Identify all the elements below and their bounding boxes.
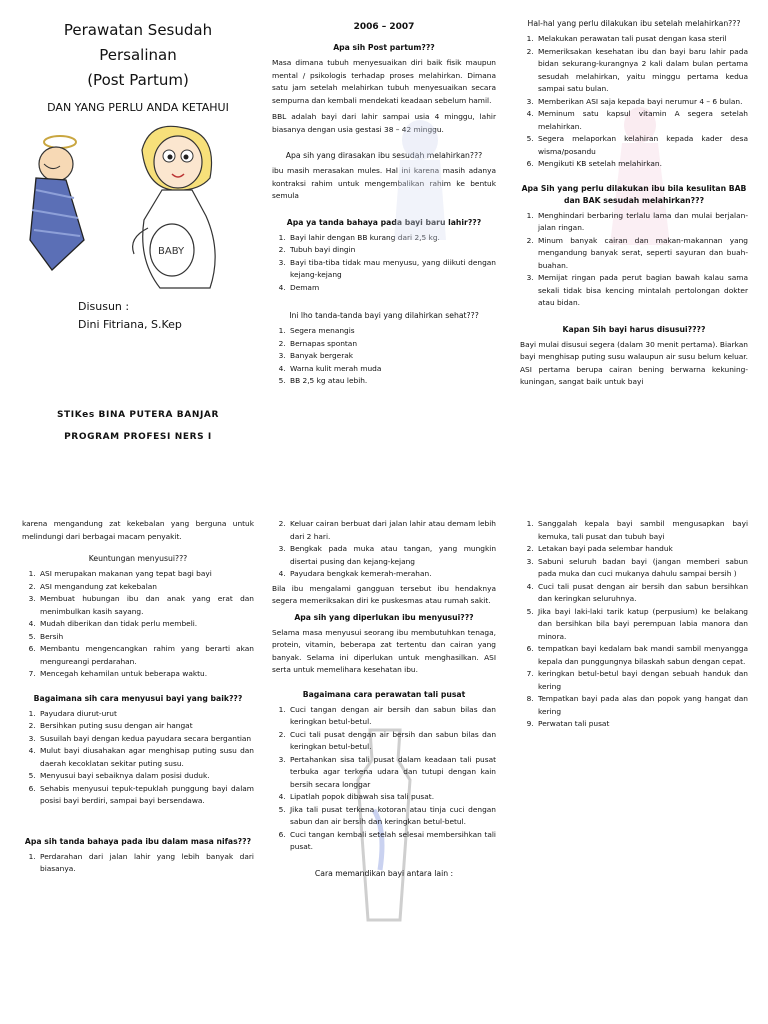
list-item: 1. Bayi lahir dengan BB kurang dari 2,5 kg. xyxy=(288,232,496,245)
heading-hal-perlu-dilakukan: Hal-hal yang perlu dilakukan ibu setelah melahirkan??? xyxy=(527,19,741,28)
list-item: 2. Tubuh bayi dingin xyxy=(288,244,496,257)
heading-keuntungan-menyusui: Keuntungan menyusui??? xyxy=(88,554,188,563)
list-item: 4. Mudah diberikan dan tidak perlu membeli. xyxy=(38,618,254,631)
list-item: 6. Mengikuti KB setelah melahirkan. xyxy=(536,158,748,171)
list-tanda-bahaya-ibu xyxy=(22,851,254,876)
paragraph-definisi: Masa dimana tubuh menyesuaikan diri baik fisik maupun mental / psikologis terhadap proses melahirkan. Dimana satu jam setelah melahirkan tubuh menyesuaikan secara sempurna dan kembali mendekati keadaan sebelum hamil. xyxy=(272,58,496,105)
list-item: 5. Segera melaporkan kelahiran kepada kader desa wisma/posandu xyxy=(536,133,748,158)
heading-tanda-bahaya-ibu: Apa sih tanda bahaya pada ibu dalam masa nifas??? xyxy=(24,836,252,846)
paragraph-gangguan: Bila ibu mengalami gangguan tersebut ibu hendaknya segera memeriksakan diri ke puskesmas atau rumah sakit. xyxy=(272,583,496,605)
list-item: 3. Bayi tiba-tiba tidak mau menyusu, yang diikuti dengan kejang-kejang xyxy=(288,257,496,282)
list-item: 1. Melakukan perawatan tali pusat dengan kasa steril xyxy=(536,33,748,46)
list-item: 5. BB 2,5 kg atau lebih. xyxy=(288,375,496,388)
list-item: 2. ASI mengandung zat kekebalan xyxy=(38,581,254,594)
panel-keuntungan-menyusui xyxy=(22,518,254,988)
list-perawatan-tali-pusat xyxy=(272,704,496,854)
paragraph-zat-kekebalan: karena mengandung zat kekebalan yang berguna untuk melindungi dari berbagai macam penyakit. xyxy=(22,519,254,541)
list-item: 6. Membantu mengencangkan rahim yang berarti akan mengureangi perdarahan. xyxy=(38,643,254,668)
list-item: 4. Meminum satu kapsul vitamin A segera setelah melahirkan. xyxy=(536,108,748,133)
list-item: 5. Menyusui bayi sebaiknya dalam posisi duduk. xyxy=(38,770,254,783)
list-item: 5. Jika tali pusat terkena kotoran atau tinja cuci dengan sabun dan air bersih dan keringkan betul-betul. xyxy=(288,804,496,829)
paragraph-kebutuhan-ibu: Selama masa menyusui seorang ibu membutuhkan tenaga, protein, vitamin, beberapa zat tertentu dan cairan yang banyak. Selama ini diperlukan untuk menghasilkan. ASI serta untuk memelihara kesehatan ibu. xyxy=(272,627,496,674)
author-block xyxy=(78,298,254,334)
list-item: 4. Warna kulit merah muda xyxy=(288,363,496,376)
program-name: PROGRAM PROFESI NERS I xyxy=(64,432,212,442)
panel-perawatan-tali-pusat xyxy=(272,518,496,978)
list-item: 3. Sabuni seluruh badan bayi (jangan memberi sabun pada muka dan cuci mukanya dahulu sampai bersih ) xyxy=(536,556,748,581)
heading-bayi-sehat: Ini lho tanda-tanda bayi yang dilahirkan sehat??? xyxy=(289,311,479,320)
panel-postpartum xyxy=(272,22,496,492)
list-item: 6. Sehabis menyusui tepuk-tepuklah punggung bayi dalam posisi bayi berdiri, sampai bayi bersendawa. xyxy=(38,783,254,808)
list-item: 3. Susuilah bayi dengan kedua payudara secara bergantian xyxy=(38,733,254,746)
list-item: 3. Membuat hubungan ibu dan anak yang erat dan menimbulkan kasih sayang. xyxy=(38,593,254,618)
list-cara-menyusui xyxy=(22,708,254,808)
heading-cara-memandikan-bayi: Cara memandikan bayi antara lain : xyxy=(314,868,454,878)
list-item: 2. Letakan bayi pada selembar handuk xyxy=(536,543,748,556)
list-item: 4. Mulut bayi diusahakan agar menghisap puting susu dan daerah kecoklatan sekitar puting susu. xyxy=(38,745,254,770)
list-item: 2. Cuci tali pusat dengan air bersih dan sabun bilas dan keringkan betul-betul. xyxy=(288,729,496,754)
mother-illustration xyxy=(133,126,216,288)
list-item: 2. Minum banyak cairan dan makan-makannan yang mengandung banyak serat, seperti sayuran dan buah-buahan. xyxy=(536,235,748,273)
list-item: 6. tempatkan bayi kedalam bak mandi sambil menyangga kepala dan punggungnya bilaskah sabun dengan cepat. xyxy=(536,643,748,668)
list-item: 5. Jika bayi laki-laki tarik katup (perpusium) ke belakang dan bersihkan bila bayi perempuan labia manora dan minora. xyxy=(536,606,748,644)
list-item: 8. Tempatkan bayi pada alas dan popok yang hangat dan kering xyxy=(536,693,748,718)
list-item: 2. Bersihkan puting susu dengan air hangat xyxy=(38,720,254,733)
mother-baby-illustration xyxy=(22,120,242,290)
list-item: 1. Cuci tangan dengan air bersih dan sabun bilas dan keringkan betul-betul. xyxy=(288,704,496,729)
heading-tanda-bahaya-bayi: Apa ya tanda bahaya pada bayi baru lahir??? xyxy=(286,217,482,227)
list-item: 2. Bernapas spontan xyxy=(288,338,496,351)
list-item: 3. Memberikan ASI saja kepada bayi nerumur 4 – 6 bulan. xyxy=(536,96,748,109)
list-keuntungan-menyusui xyxy=(22,568,254,681)
list-item: 3. Bengkak pada muka atau tangan, yang mungkin disertai pusing dan kejang-kejang xyxy=(288,543,496,568)
list-item: 5. Bersih xyxy=(38,631,254,644)
list-tanda-bahaya-ibu-lanjutan xyxy=(272,518,496,581)
list-item: 4. Demam xyxy=(288,282,496,295)
list-kesulitan-bab-bak xyxy=(520,210,748,310)
heading-diperlukan-ibu-menyusui: Apa sih yang diperlukan ibu menyusui??? xyxy=(294,612,474,622)
baby-illustration xyxy=(30,136,84,270)
list-item: 1. Payudara diurut-urut xyxy=(38,708,254,721)
subtitle: DAN YANG PERLU ANDA KETAHUI xyxy=(47,101,229,114)
list-item: 7. keringkan betul-betul bayi dengan sebuah handuk dan kering xyxy=(536,668,748,693)
list-item: 4. Cuci tali pusat dengan air bersih dan sabun bersihkan dan keringkan seluruhnya. xyxy=(536,581,748,606)
watermark-figure-top xyxy=(380,110,460,250)
list-tanda-bayi-sehat xyxy=(272,325,496,388)
heading-kesulitan-bab-bak: Apa Sih yang perlu dilakukan ibu bila kesulitan BAB dan BAK sesudah melahirkan??? xyxy=(521,183,747,205)
heading-cara-menyusui: Bagaimana sih cara menyusui bayi yang baik??? xyxy=(33,693,243,703)
list-item: 2. Keluar cairan berbuat dari jalan lahir atau demam lebih dari 2 hari. xyxy=(288,518,496,543)
list-item: 1. Sanggalah kepala bayi sambil mengusapkan bayi kemuka, tali pusat dan tubuh bayi xyxy=(536,518,748,543)
list-item: 1. Segera menangis xyxy=(288,325,496,338)
title-line-3: (Post Partum) xyxy=(87,71,189,89)
list-item: 3. Banyak bergerak xyxy=(288,350,496,363)
heading-dirasakan-ibu: Apa sih yang dirasakan ibu sesudah melahirkan??? xyxy=(285,151,483,160)
year-range: 2006 – 2007 xyxy=(353,22,415,32)
paragraph-bbl: BBL adalah bayi dari lahir sampai usia 4 minggu, lahir biasanya dengan usia gestasi 38 – 42 minggu. xyxy=(272,112,496,134)
list-item: 4. Payudara bengkak kemerah-merahan. xyxy=(288,568,496,581)
paragraph-kapan-disusui: Bayi mulai disusui segera (dalam 30 menit pertama). Biarkan bayi menghisap puting susu walaupun air susu belum keluar. ASI pertama berupa cairan bening berwarna kekuning-kuningan, sangat baik untuk bayi xyxy=(520,339,748,386)
author-name: Dini Fitriana, S.Kep xyxy=(78,318,182,331)
list-hal-perlu-dilakukan xyxy=(520,33,748,171)
heading-apa-post-partum: Apa sih Post partum??? xyxy=(333,43,435,52)
disusun-label: Disusun : xyxy=(78,300,130,313)
list-item: 7. Mencegah kehamilan untuk beberapa waktu. xyxy=(38,668,254,681)
institution-name: STIKes BINA PUTERA BANJAR xyxy=(56,410,220,420)
list-item: 1. ASI merupakan makanan yang tepat bagi bayi xyxy=(38,568,254,581)
list-item: 9. Perwatan tali pusat xyxy=(536,718,748,731)
list-item: 1. Menghindari berbaring terlalu lama dan mulai berjalan-jalan ringan. xyxy=(536,210,748,235)
list-item: 6. Cuci tangan kembali setelah selesai membersihkan tali pusat. xyxy=(288,829,496,854)
list-item: 2. Memeriksakan kesehatan ibu dan bayi baru lahir pada bidan sekurang-kurangnya 2 kali dalam bulan pertama sesudah melahirkan, yaitu minggu pertama kedua sampai satu bulan. xyxy=(536,46,748,96)
list-cara-memandikan-bayi xyxy=(520,518,748,731)
title-line-2: Persalinan xyxy=(99,46,177,64)
list-item: 4. Lipatlah popok dibawah sisa tali pusat. xyxy=(288,791,496,804)
list-item: 3. Pertahankan sisa tali pusat dalam keadaan tali pusat terbuka agar terkena udara dan tutupi dengan kain bersih secara longgar xyxy=(288,754,496,792)
panel-hal-perlu-dilakukan xyxy=(520,18,748,490)
heading-kapan-disusui: Kapan Sih bayi harus disusui???? xyxy=(562,324,706,334)
paragraph-mules: ibu masih merasakan mules. Hal ini karena masih adanya kontraksi rahim untuk mengembalikan rahim ke bentuk semula xyxy=(272,166,496,200)
heading-perawatan-tali-pusat: Bagaimana cara perawatan tali pusat xyxy=(302,689,466,699)
title-line-1: Perawatan Sesudah xyxy=(63,21,213,39)
baby-belly-label: BABY xyxy=(158,246,185,257)
list-item: 1. Perdarahan dari jalan lahir yang lebih banyak dari biasanya. xyxy=(38,851,254,876)
cover-panel xyxy=(22,18,254,498)
list-item: 3. Memijat ringan pada perut bagian bawah kalau sama sekali tidak bisa kencing mintalah pertolongan dokter atau bidan. xyxy=(536,272,748,310)
panel-memandikan-bayi xyxy=(520,518,748,808)
